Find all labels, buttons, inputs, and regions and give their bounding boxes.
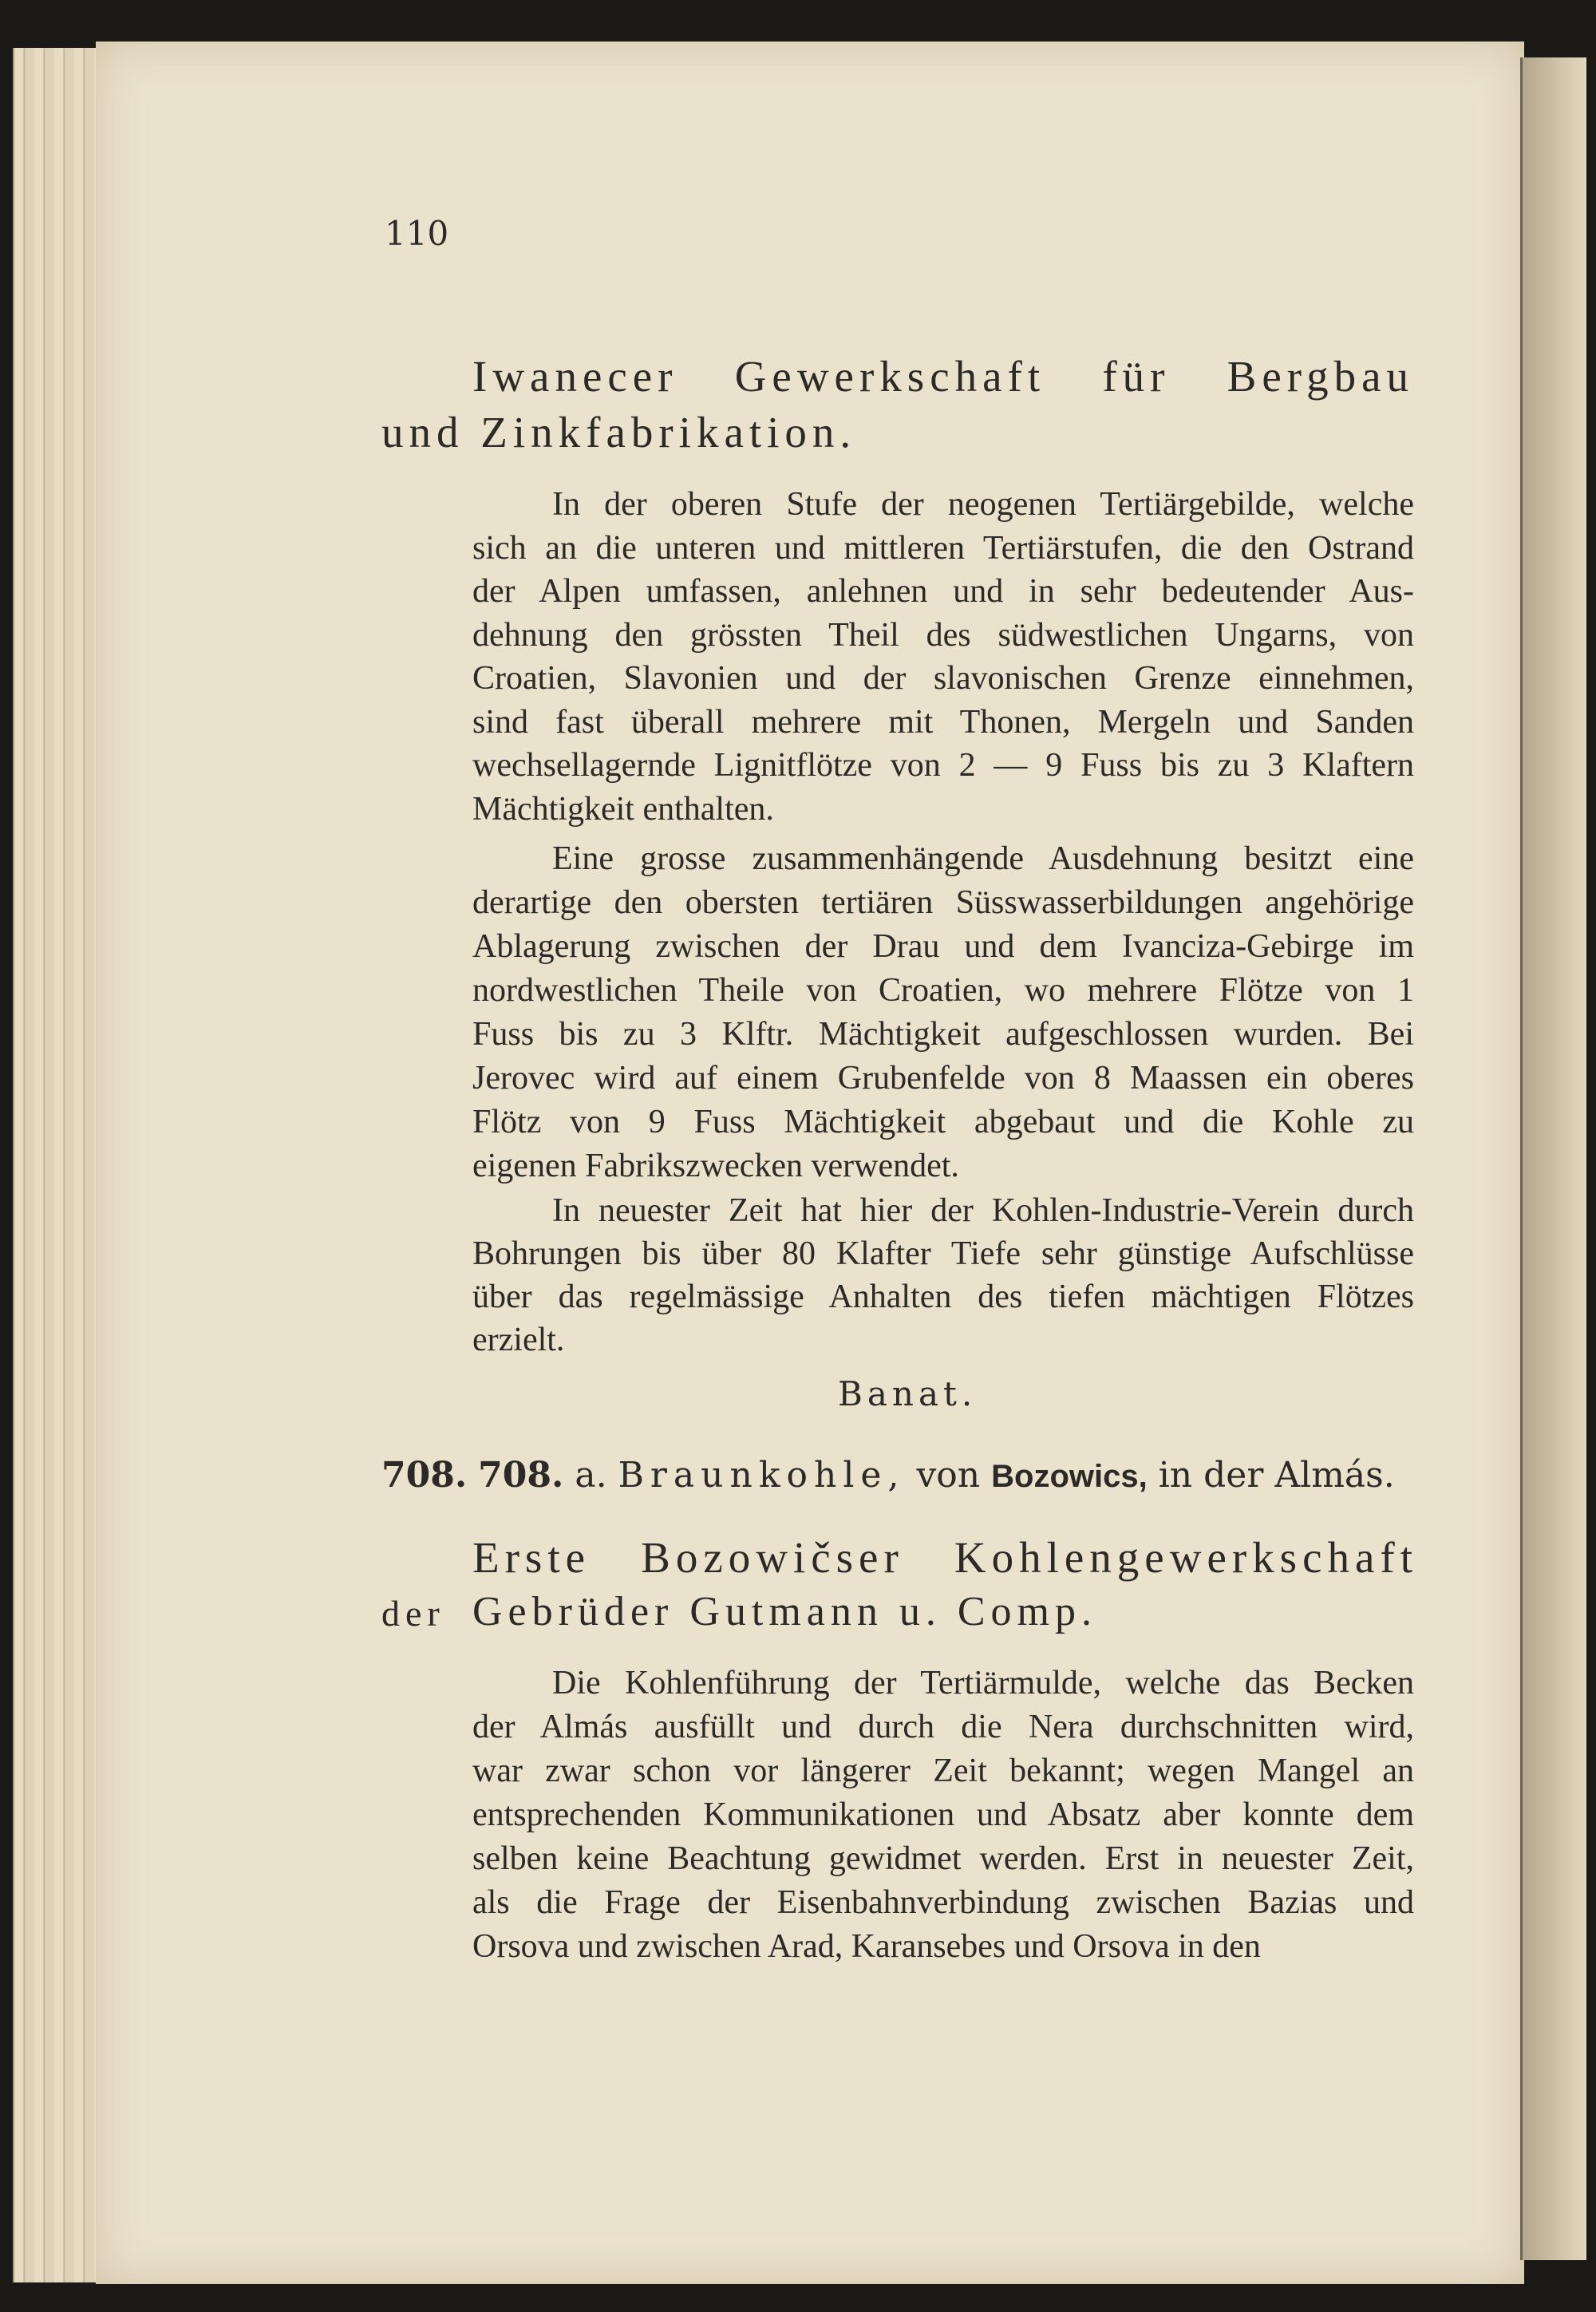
paragraph-line: dehnung den grössten Theil des südwestlichen Ungarns, von <box>472 616 1414 654</box>
paragraph-line: selben keine Beachtung gewidmet werden. Erst in neuester Zeit, <box>472 1840 1414 1877</box>
paragraph-line: eigenen Fabrikszwecken verwendet. <box>472 1148 959 1184</box>
paragraph-line: erzielt. <box>472 1322 565 1358</box>
paragraph-line: Ablagerung zwischen der Drau und dem Ivanciza-Gebirge im <box>472 928 1414 965</box>
paragraph-line: Eine grosse zusammenhängende Ausdehnung besitzt eine <box>552 840 1414 877</box>
paragraph-line: war zwar schon vor längerer Zeit bekannt; wegen Mangel an <box>472 1753 1414 1789</box>
paragraph-line: Jerovec wird auf einem Grubenfelde von 8 Maassen ein oberes <box>472 1060 1414 1097</box>
paragraph-line: nordwestlichen Theile von Croatien, wo mehrere Flötze von 1 <box>472 972 1414 1009</box>
paragraph-line: Mächtigkeit enthalten. <box>472 790 774 828</box>
entry-line <box>381 1455 1419 1496</box>
paragraph-line: In neuester Zeit hat hier der Kohlen-Industrie-Verein durch <box>552 1192 1414 1229</box>
paragraph-line: Flötz von 9 Fuss Mächtigkeit abgebaut und die Kohle zu <box>472 1104 1414 1140</box>
next-page-edge <box>1520 57 1586 2260</box>
paragraph-line: als die Frage der Eisenbahnverbindung zwischen Bazias und <box>472 1884 1414 1921</box>
entry-name: Braunkohle, <box>618 1455 906 1496</box>
paragraph-line: entsprechenden Kommunikationen und Absatz aber konnte dem <box>472 1796 1414 1833</box>
paragraph-line: wechsellagernde Lignitflötze von 2 — 9 Fuss bis zu 3 Klaftern <box>472 747 1414 784</box>
entry-margin-number: 708. <box>381 1455 468 1496</box>
entry-rest: in der Almás. <box>1158 1455 1395 1496</box>
paragraph-line: sind fast überall mehrere mit Thonen, Mergeln und Sanden <box>472 703 1414 741</box>
paragraph-line: Croatien, Slavonien und der slavonischen Grenze einnehmen, <box>472 660 1414 697</box>
paragraph-line: Die Kohlenführung der Tertiärmulde, welche das Becken <box>552 1665 1414 1701</box>
page-number: 110 <box>385 214 449 253</box>
paragraph-line: derartige den obersten tertiären Süsswasserbildungen angehörige <box>472 884 1414 921</box>
heading2-line-2-prefix: der <box>381 1593 445 1634</box>
heading-line-1: Iwanecer Gewerkschaft für Bergbau <box>472 352 1414 401</box>
entry-place: Bozowics, <box>991 1459 1148 1494</box>
paragraph-line: Orsova und zwischen Arad, Karansebes und Orsova in den <box>472 1928 1261 1965</box>
heading2-line-1: Erste Bozowičser Kohlengewerkschaft <box>472 1533 1418 1582</box>
heading-line-2: und Zinkfabrikation. <box>381 408 857 456</box>
paragraph-line: der Alpen umfassen, anlehnen und in sehr bedeutender Aus- <box>472 573 1414 610</box>
section-title: Banat. <box>838 1374 978 1413</box>
paragraph-line: der Almás ausfüllt und durch die Nera durchschnitten wird, <box>472 1709 1414 1745</box>
paragraph-line: In der oberen Stufe der neogenen Tertiärgebilde, welche <box>552 486 1414 523</box>
entry-from: von <box>916 1455 981 1496</box>
entry-sub: a. <box>575 1455 607 1496</box>
entry-number: 708. <box>478 1455 564 1496</box>
paragraph-line: Bohrungen bis über 80 Klafter Tiefe sehr günstige Aufschlüsse <box>472 1235 1414 1272</box>
paragraph-line: über das regelmässige Anhalten des tiefen mächtigen Flötzes <box>472 1279 1414 1315</box>
paragraph-line: Fuss bis zu 3 Klftr. Mächtigkeit aufgeschlossen wurden. Bei <box>472 1016 1414 1053</box>
heading2-line-2: Gebrüder Gutmann u. Comp. <box>472 1589 1098 1634</box>
paragraph-line: sich an die unteren und mittleren Tertiärstufen, die den Ostrand <box>472 529 1414 567</box>
